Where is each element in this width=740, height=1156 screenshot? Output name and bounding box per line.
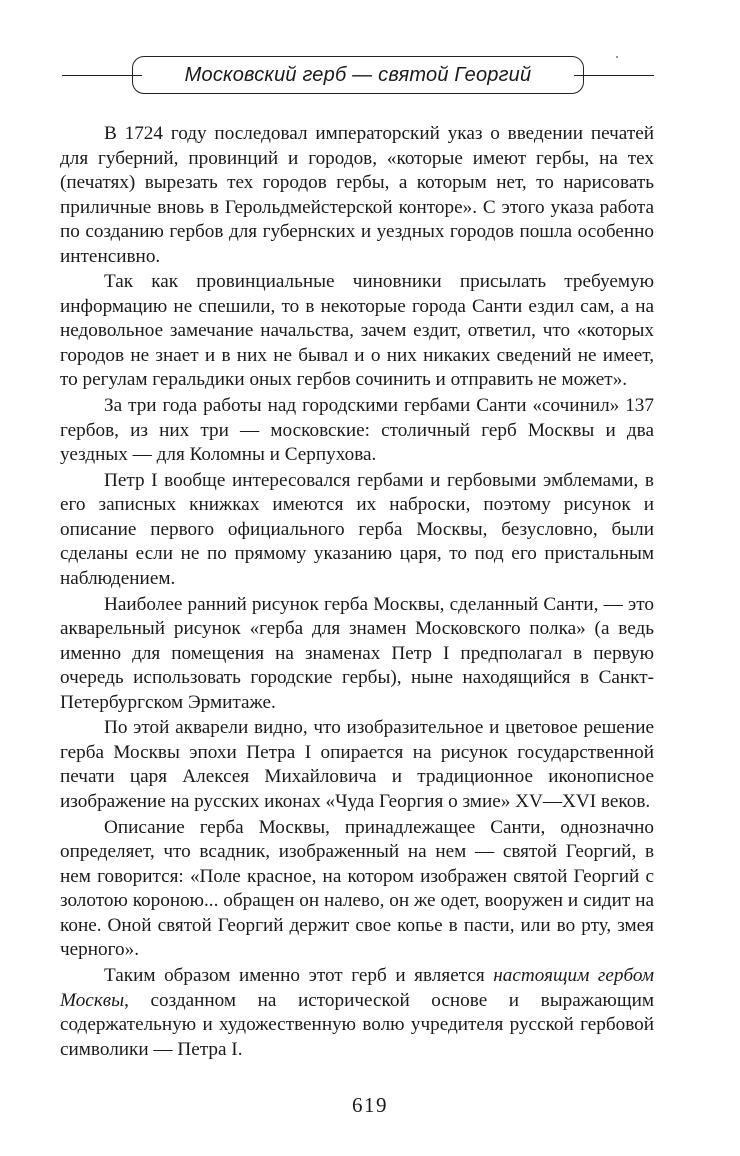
paragraph-4: Петр I вообще интересовался гербами и гербовыми эмблемами, в его записных книжках имеются их наброски, поэтому рисунок и описание первого официального герба Москвы, безусловно, были сделаны если не по прямому указанию царя, то под его пристальным наблюдением. bbox=[60, 469, 654, 589]
paragraph-2: Так как провинциальные чиновники присылать требуемую информацию не спешили, то в некоторые города Санти ездил сам, а на недовольное замечание начальства, зачем ездит, ответил, что «которых городов не знает и в них не бывал и о них никаких сведений не имеет, то регулам геральдики оных гербов сочинить и отправить не может». bbox=[60, 271, 654, 391]
paragraph-6: По этой акварели видно, что изобразительное и цветовое решение герба Москвы эпохи Петра I опирается на рисунок государственной печати царя Алексея Михайловича и традиционное иконописное изображение на русских иконах «Чуда Георгия о змие» XV—XVI веков. bbox=[60, 717, 654, 812]
paragraph-8 bbox=[60, 964, 654, 1062]
paragraph-8-start: Таким образом именно этот герб и является bbox=[104, 965, 494, 987]
chapter-title: Московский герб — святой Георгий bbox=[132, 56, 584, 94]
paragraph-8-emphasis: настоящим гербом Москвы bbox=[60, 965, 654, 1011]
paragraph-1: В 1724 году последовал императорский указ о введении печатей для губерний, провинций и городов, «которые имеют гербы, на тех (печатях) вырезать тех городов гербы, а которым нет, то нарисовать приличные вновь в Герольдмейстерской конторе». С этого указа работа по созданию гербов для губернских и уездных городов пошла особенно интенсивно. bbox=[60, 123, 654, 267]
running-header bbox=[62, 56, 654, 96]
paragraph-5: Наиболее ранний рисунок герба Москвы, сделанный Санти, — это акварельный рисунок «герба для знамен Московского полка» (а ведь именно для помещения на знаменах Петр I предполагал в первую очередь использовать городские гербы), ныне находящийся в Санкт-Петербургском Эрмитаже. bbox=[60, 593, 654, 713]
body-text bbox=[60, 122, 654, 1062]
header-rule-right bbox=[574, 75, 654, 76]
header-rule-left bbox=[62, 75, 142, 76]
page-number: 619 bbox=[352, 1093, 388, 1117]
paragraph-3: За три года работы над городскими гербами Санти «сочинил» 137 гербов, из них три — московские: столичный герб Москвы и два уездных — для Коломны и Серпухова. bbox=[60, 395, 654, 466]
paragraph-7: Описание герба Москвы, принадлежащее Санти, однозначно определяет, что всадник, изображенный на нем — святой Георгий, в нем говорится: «Поле красное, на котором изображен святой Георгий с золотою короною... обращен он налево, он же одет, вооружен и сидит на коне. Оной святой Георгий держит свое копье в пасти, или во рту, змея черного». bbox=[60, 816, 654, 961]
paragraph-8-end: , созданном на исторической основе и выражающим содержательную и художественную волю учредителя русской гербовой символики — Петра I. bbox=[60, 989, 654, 1060]
print-speck bbox=[616, 56, 618, 58]
